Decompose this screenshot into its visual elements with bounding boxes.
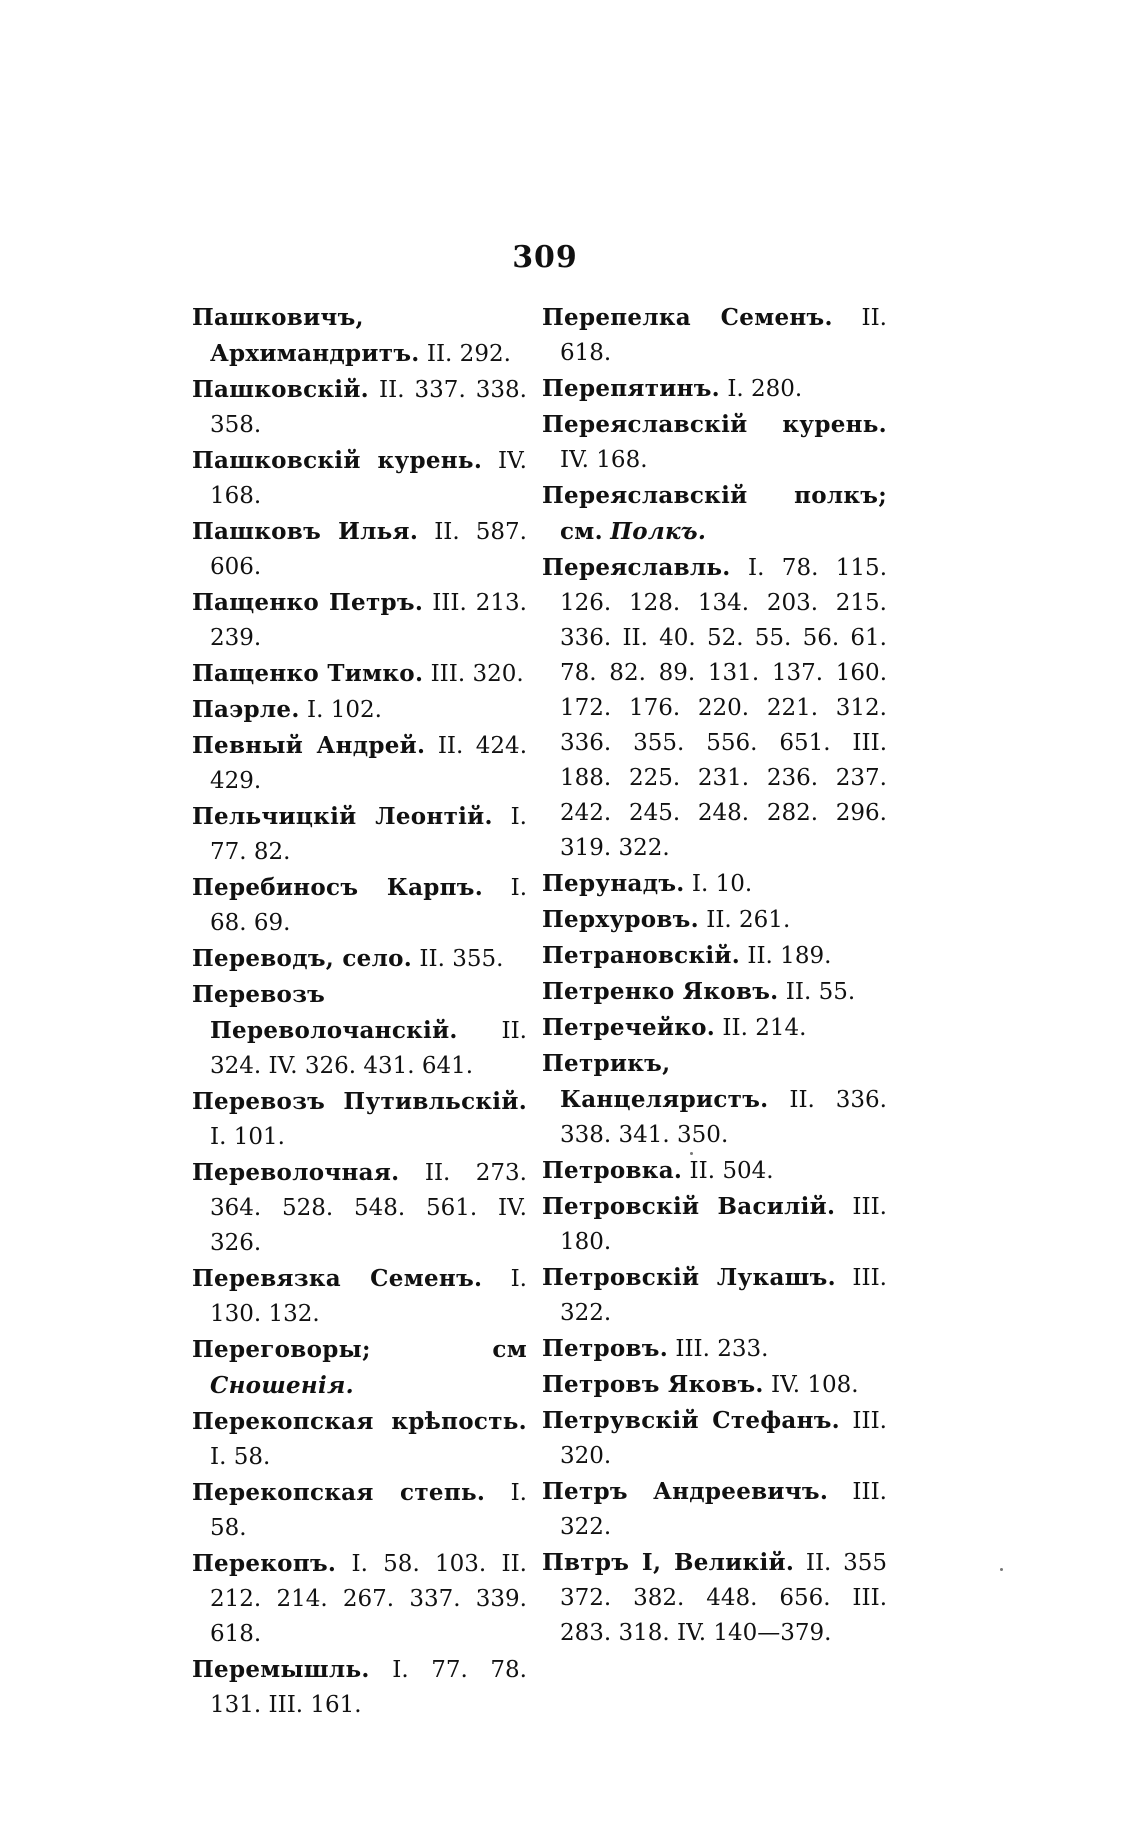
index-entry [192,372,527,443]
index-entry [542,866,887,902]
entry-term: Перунадъ. [542,870,685,897]
entry-cross-ref: Полкъ. [610,518,707,545]
index-entry [192,1155,527,1261]
index-entry [542,974,887,1010]
entry-refs: I. 58. 103. II. 212. 214. 267. 337. 339. 618. [210,1551,527,1647]
entry-refs: III. 213. 239. [210,590,527,651]
entry-refs: II. 214. [722,1015,807,1041]
entry-term: Перекопъ. [192,1550,337,1577]
index-entry [542,1474,887,1545]
index-entry [542,407,887,478]
entry-term: Петровъ. [542,1335,669,1362]
entry-term: Пашковскій курень. [192,447,483,474]
index-entry [192,1652,527,1723]
entry-term: Переяславскій курень. [542,411,887,438]
index-entry [192,870,527,941]
entry-refs: IV. 168. [210,448,527,509]
entry-term: Пащенко Тимко. [192,660,424,687]
entry-term: Перебиносъ Карпъ. [192,874,484,901]
entry-term: Перевозъ Переволочанскій. [192,981,458,1044]
entry-refs: II. 355 372. 382. 448. 656. III. 283. 318. IV. 140—379. [560,1550,887,1646]
index-entry [542,1153,887,1189]
entry-term: Петровскій Василій. [542,1193,836,1220]
index-entry [192,1332,527,1404]
index-entry [542,1046,887,1153]
index-entry [192,728,527,799]
index-entry [542,1545,887,1651]
index-entry [542,300,887,371]
entry-term: Перхуровъ. [542,906,699,933]
index-entry [542,1331,887,1367]
entry-refs: I. 58. [210,1480,527,1541]
entry-refs: I. 102. [306,697,382,723]
index-entry [542,371,887,407]
entry-term: Переяславль. [542,554,731,581]
entry-refs: III. 322. [560,1479,887,1540]
entry-term: Пащенко Петръ. [192,589,424,616]
index-entry [192,1404,527,1475]
entry-term: Перекопская степь. [192,1479,486,1506]
entry-refs: II. 292. [426,341,511,367]
entry-refs: III. 320. [430,661,524,687]
entry-refs: II. 337. 338. 358. [210,377,527,438]
index-column-left [192,300,527,1723]
entry-term: Петровскій Лукашъ. [542,1264,836,1291]
index-entry [542,1010,887,1046]
entry-term: Петръ Андреевичъ. [542,1478,829,1505]
entry-refs: III. 320. [560,1408,887,1469]
entry-term: Петрувскій Стефанъ. [542,1407,840,1434]
index-entry [192,1546,527,1652]
index-entry [542,550,887,866]
entry-refs: II. 355. [419,946,504,972]
index-entry [192,514,527,585]
entry-refs: II. 55. [785,979,856,1005]
page-number: 309 [512,240,578,275]
entry-term: Петрановскій. [542,942,741,969]
entry-refs: I. 58. [210,1444,271,1470]
entry-refs: III. 322. [560,1265,887,1326]
index-entry [192,443,527,514]
entry-refs: II. 336. 338. 341. 350. [560,1087,887,1148]
entry-term: Переяславскій полкъ; см. [542,482,887,545]
entry-refs: I. 10. [691,871,753,897]
entry-term: Переводъ, село. [192,945,413,972]
index-entry [542,1260,887,1331]
entry-refs: I. 68. 69. [210,875,528,936]
entry-term: Петренко Яковъ. [542,978,779,1005]
entry-refs: III. 233. [675,1336,769,1362]
entry-term: Петречейко. [542,1014,716,1041]
index-entry [192,692,527,728]
entry-refs: II. 324. IV. 326. 431. 641. [210,1018,527,1079]
entry-refs: I. 78. 115. 126. 128. 134. 203. 215. 336. II. 40. 52. 55. 56. 61. 78. 82. 89. 131. 137. 160. 172. 176. 220. 221. 312. 336. 355. 556. 651. III. 188. 225. 231. 236. 237. 242. 245. 248. 282. 296. 319. 322. [560,555,887,861]
paper-speck [1000,1568,1003,1571]
entry-term: Перепятинъ. [542,375,720,402]
entry-term: Перевозъ Путивльскій. [192,1088,527,1115]
index-entry [542,902,887,938]
entry-term: Переволочная. [192,1159,400,1186]
index-entry [192,656,527,692]
index-entry [542,1403,887,1474]
entry-term: Перепелка Семенъ. [542,304,833,331]
entry-refs: II. 189. [747,943,832,969]
entry-refs: II. 273. 364. 528. 548. 561. IV. 326. [210,1160,527,1256]
entry-refs: II. 504. [689,1158,774,1184]
paper-speck [690,1152,693,1155]
index-entry [192,300,527,372]
entry-refs: I. 130. 132. [210,1266,527,1327]
index-entry [542,1367,887,1403]
index-entry [192,1475,527,1546]
entry-term: Паэрле. [192,696,300,723]
entry-refs: IV. 108. [771,1372,859,1398]
entry-term: Петровъ Яковъ. [542,1371,764,1398]
index-entry [192,941,527,977]
entry-term: Пашковъ Илья. [192,518,419,545]
index-entry [192,585,527,656]
entry-refs: I. 280. [727,376,803,402]
entry-refs: I. 101. [210,1124,285,1150]
entry-term: Пвтръ I, Великій. [542,1549,795,1576]
index-entry [192,1261,527,1332]
entry-term: Перевязка Семенъ. [192,1265,483,1292]
entry-refs: II. 587. 606. [210,519,527,580]
entry-refs: I. 77. 82. [210,804,527,865]
entry-term: Перекопская крѣпость. [192,1408,527,1435]
entry-term: Пашковичъ, Архимандритъ. [192,304,420,367]
entry-term: Певный Андрей. [192,732,426,759]
entry-refs: IV. 168. [560,447,648,473]
entry-term: Петровка. [542,1157,683,1184]
entry-refs: II. 261. [706,907,791,933]
index-entry [192,1084,527,1155]
index-entry [542,938,887,974]
entry-term: Перемышль. [192,1656,370,1683]
index-entry [542,478,887,550]
index-column-right [542,300,887,1651]
index-entry [542,1189,887,1260]
index-entry [192,977,527,1084]
entry-refs: I. 77. 78. 131. III. 161. [210,1657,527,1718]
entry-term: Петрикъ, Канцеляристъ. [542,1050,769,1113]
entry-term: Переговоры; см [192,1336,527,1363]
entry-cross-ref: Сношенія. [210,1372,354,1399]
entry-term: Пельчицкій Леонтій. [192,803,493,830]
entry-term: Пашковскій. [192,376,369,403]
index-entry [192,799,527,870]
entry-refs: III. 180. [560,1194,887,1255]
entry-refs: II. 618. [560,305,887,366]
entry-refs: II. 424. 429. [210,733,527,794]
